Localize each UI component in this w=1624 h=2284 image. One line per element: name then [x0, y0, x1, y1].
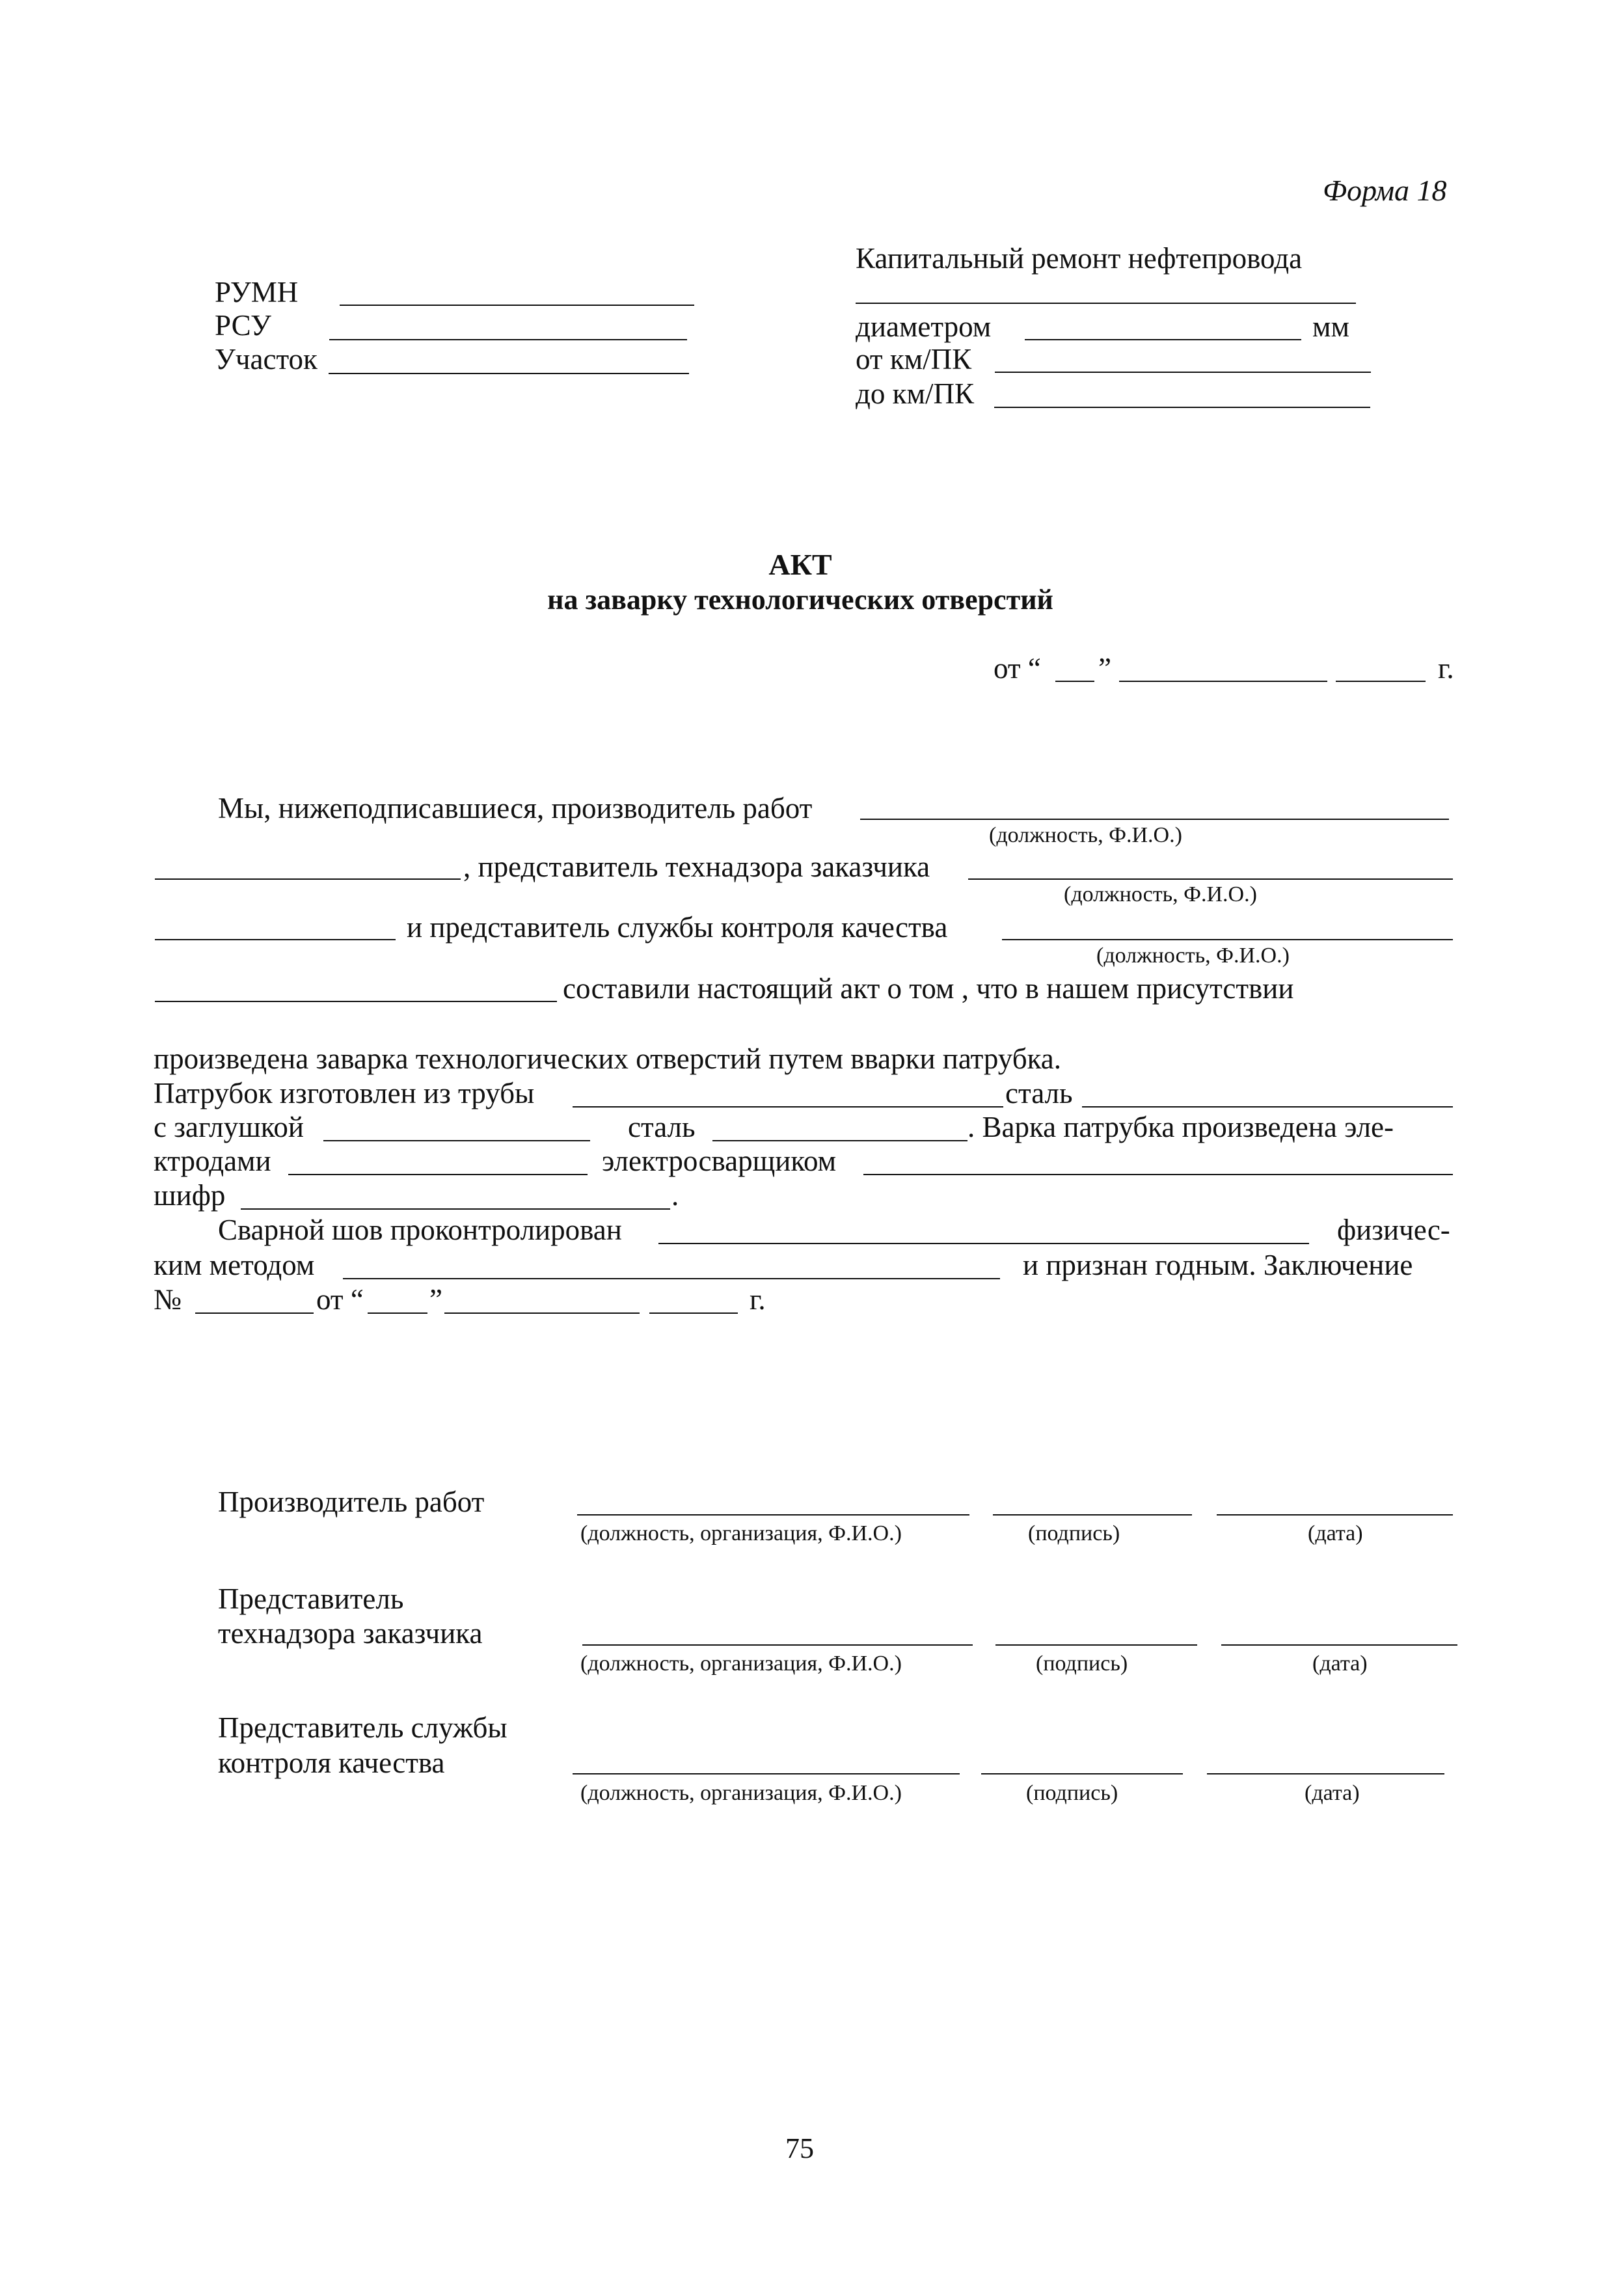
sign-3-position-field[interactable] — [573, 1773, 960, 1774]
welder-label: электросварщиком — [602, 1145, 837, 1177]
sign-1-hint-position: (должность, организация, Ф.И.О.) — [580, 1521, 902, 1545]
conclusion-date-ot: от “ — [316, 1283, 364, 1316]
rumn-field[interactable] — [340, 305, 694, 306]
to-km-label: до км/ПК — [856, 377, 974, 410]
body-line-1: Мы, нижеподписавшиеся, производитель работ — [218, 792, 813, 824]
date-month-field[interactable] — [1119, 681, 1327, 682]
supervisor-field[interactable] — [968, 878, 1453, 880]
sign-2-position-field[interactable] — [582, 1644, 973, 1646]
body-line-5: произведена заварка технологических отверстий путем вварки патрубка. — [154, 1042, 1061, 1075]
mm-label: мм — [1312, 310, 1349, 343]
plug-field[interactable] — [323, 1140, 590, 1141]
rsu-label: РСУ — [215, 309, 271, 342]
sign-2-signature-field[interactable] — [995, 1644, 1197, 1646]
method-label: ким методом — [154, 1249, 315, 1281]
header-title: Капитальный ремонт нефтепровода — [856, 242, 1303, 275]
electrodes-label: ктродами — [154, 1145, 271, 1177]
from-km-field[interactable] — [995, 372, 1371, 373]
to-km-field[interactable] — [994, 407, 1370, 408]
rsu-field[interactable] — [329, 339, 687, 340]
pipe-steel-field[interactable] — [1082, 1106, 1453, 1108]
rumn-label: РУМН — [215, 276, 299, 308]
date-quote: ” — [1098, 652, 1111, 685]
sign-row-3-label-a: Представитель службы — [218, 1711, 508, 1744]
quality-rep-field-cont[interactable] — [155, 1001, 557, 1002]
sign-row-1-label: Производитель работ — [218, 1486, 485, 1518]
work-producer-field-cont[interactable] — [155, 878, 461, 880]
plug-steel-label: сталь — [628, 1111, 696, 1143]
sign-row-2-label-a: Представитель — [218, 1583, 404, 1615]
sign-1-hint-date: (дата) — [1308, 1521, 1363, 1545]
sign-row-2-label-b: технадзора заказчика — [218, 1617, 483, 1650]
pipeline-name-field[interactable] — [856, 303, 1356, 304]
sign-3-hint-position: (должность, организация, Ф.И.О.) — [580, 1781, 902, 1805]
sign-2-hint-signature: (подпись) — [1036, 1652, 1128, 1676]
body-line-3: и представитель службы контроля качества — [407, 911, 948, 944]
welding-text: . Варка патрубка произведена эле- — [968, 1111, 1394, 1143]
form-label: Форма 18 — [1323, 174, 1447, 207]
sign-3-date-field[interactable] — [1207, 1773, 1444, 1774]
sign-2-date-field[interactable] — [1221, 1644, 1457, 1646]
work-producer-field[interactable] — [860, 819, 1449, 820]
hint-position-1: (должность, Ф.И.О.) — [989, 823, 1182, 847]
sign-2-hint-date: (дата) — [1312, 1652, 1368, 1676]
pipe-field[interactable] — [573, 1106, 1003, 1108]
conclusion-g: г. — [750, 1283, 766, 1316]
inspection-label: Сварной шов проконтролирован — [218, 1214, 622, 1246]
supervisor-field-cont[interactable] — [155, 939, 396, 940]
pipe-steel-label: сталь — [1005, 1077, 1073, 1109]
method-field[interactable] — [343, 1278, 1000, 1279]
welder-field[interactable] — [863, 1174, 1453, 1175]
date-g: г. — [1438, 652, 1454, 685]
physical-text: физичес- — [1337, 1214, 1450, 1246]
act-subtitle: на заварку технологических отверстий — [547, 584, 1053, 616]
uchastok-label: Участок — [215, 343, 318, 375]
number-sign: № — [154, 1283, 182, 1316]
sign-3-hint-signature: (подпись) — [1026, 1781, 1118, 1805]
quality-rep-field[interactable] — [1002, 939, 1453, 940]
date-ot: от “ — [994, 652, 1041, 685]
sign-1-signature-field[interactable] — [993, 1514, 1192, 1516]
conclusion-text: и признан годным. Заключение — [1023, 1249, 1413, 1281]
conclusion-number-field[interactable] — [195, 1312, 314, 1314]
inspection-field[interactable] — [658, 1243, 1309, 1244]
from-km-label: от км/ПК — [856, 343, 972, 375]
cipher-field[interactable] — [241, 1208, 670, 1210]
conclusion-day-field[interactable] — [368, 1312, 427, 1314]
electrodes-field[interactable] — [288, 1174, 588, 1175]
cipher-dot: . — [671, 1179, 679, 1212]
date-year-field[interactable] — [1336, 681, 1426, 682]
conclusion-quote: ” — [429, 1283, 442, 1316]
hint-position-2: (должность, Ф.И.О.) — [1064, 882, 1257, 906]
page-number: 75 — [785, 2132, 814, 2164]
sign-1-hint-signature: (подпись) — [1028, 1521, 1120, 1545]
cipher-label: шифр — [154, 1179, 226, 1212]
plug-steel-field[interactable] — [712, 1140, 968, 1141]
sign-1-position-field[interactable] — [577, 1514, 969, 1516]
body-line-2: , представитель технадзора заказчика — [463, 850, 930, 883]
conclusion-month-field[interactable] — [444, 1312, 640, 1314]
diameter-field[interactable] — [1025, 339, 1301, 340]
plug-label: с заглушкой — [154, 1111, 304, 1143]
sign-1-date-field[interactable] — [1217, 1514, 1453, 1516]
body-line-4: составили настоящий акт о том , что в нашем присутствии — [563, 972, 1294, 1005]
date-day-field[interactable] — [1055, 681, 1094, 682]
diameter-label: диаметром — [856, 310, 992, 343]
sign-row-3-label-b: контроля качества — [218, 1747, 445, 1779]
pipe-label: Патрубок изготовлен из трубы — [154, 1077, 535, 1109]
uchastok-field[interactable] — [329, 373, 689, 374]
sign-3-hint-date: (дата) — [1305, 1781, 1360, 1805]
act-title: АКТ — [768, 548, 832, 581]
conclusion-year-field[interactable] — [649, 1312, 738, 1314]
hint-position-3: (должность, Ф.И.О.) — [1096, 944, 1290, 968]
sign-2-hint-position: (должность, организация, Ф.И.О.) — [580, 1652, 902, 1676]
sign-3-signature-field[interactable] — [981, 1773, 1183, 1774]
